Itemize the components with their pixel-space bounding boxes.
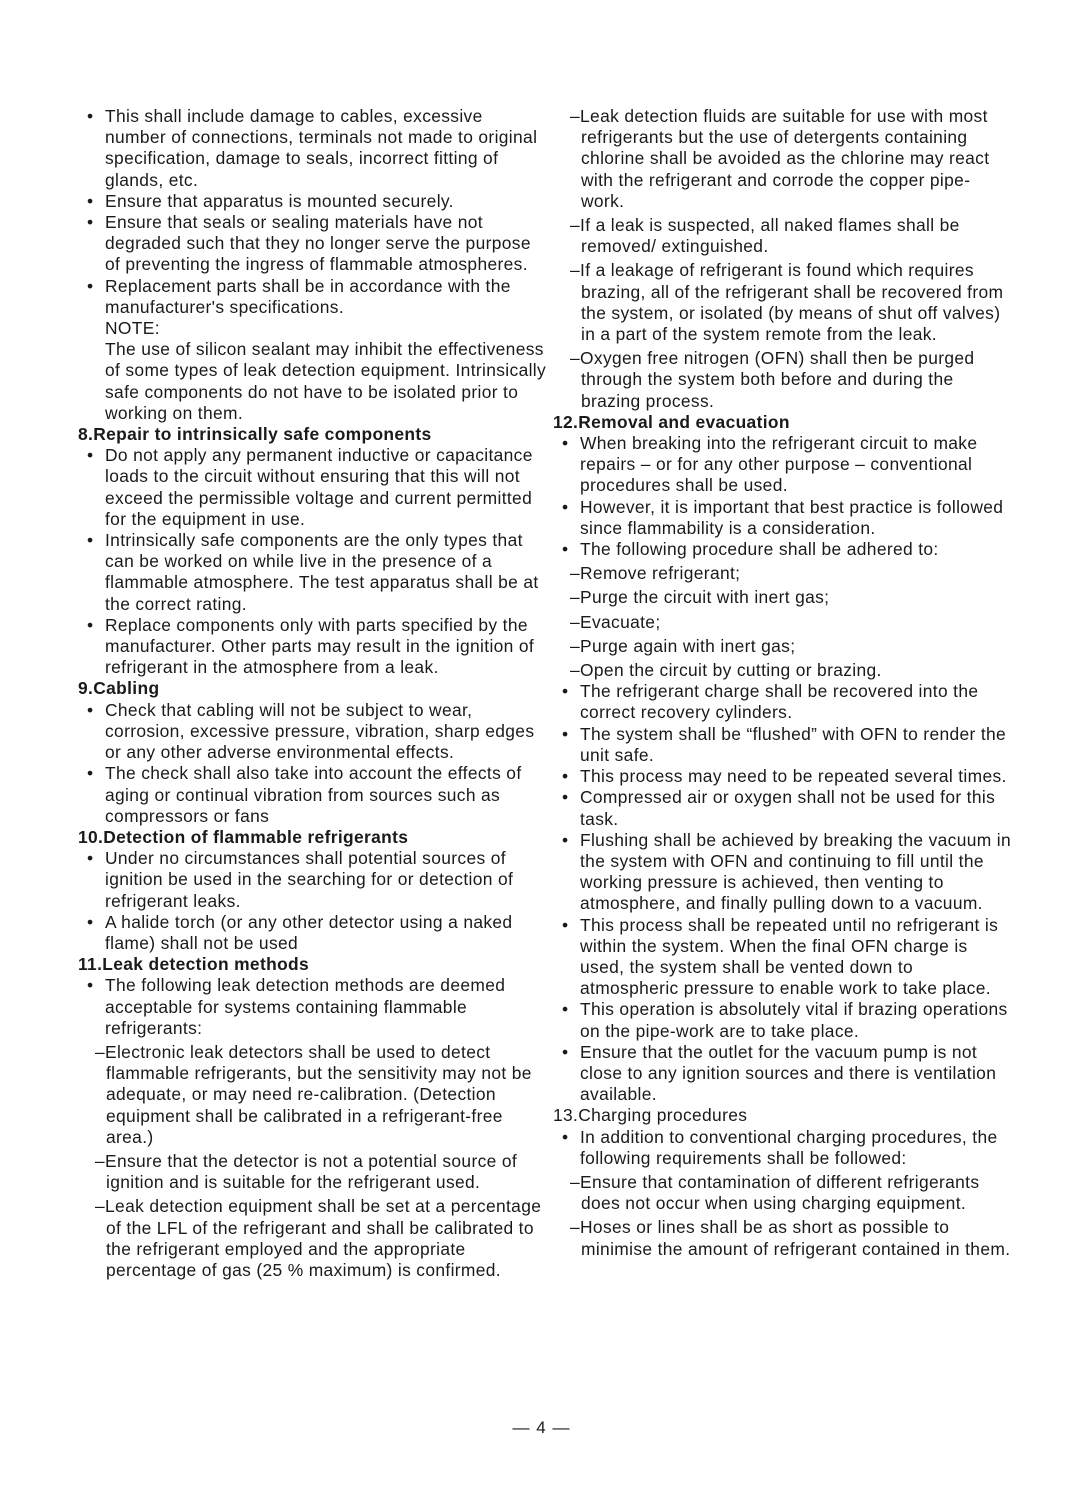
bullet-item: • The system shall be “flushed” with OFN to render the unit safe. [559, 724, 1013, 766]
bullet-item: • The following leak detection methods are deemed acceptable for systems containing flammable refrigerants: [84, 975, 548, 1039]
dash-item: –Evacuate; [570, 611, 661, 632]
note-label: NOTE: [105, 318, 160, 339]
bullet-item: • Intrinsically safe components are the only types that can be worked on while live in the presence of a flammable atmosphere. The test apparatus shall be at the correct rating. [84, 530, 548, 615]
dash-item: –Hoses or lines shall be as short as possible to minimise the amount of refrigerant contained in them. [570, 1217, 1011, 1259]
section-heading-9: 9.Cabling [78, 678, 160, 699]
bullet-item: • The following procedure shall be adhered to: [559, 539, 1013, 560]
bullet-item: • Compressed air or oxygen shall not be used for this task. [559, 787, 1013, 829]
bullet-item: • Ensure that apparatus is mounted securely. [84, 191, 548, 212]
bullet-item: • Do not apply any permanent inductive or capacitance loads to the circuit without ensuring that this will not exceed the permissible voltage and current permitted for the equipment in use. [84, 445, 548, 530]
bullet-item: • Replace components only with parts specified by the manufacturer. Other parts may result in the ignition of refrigerant in the atmosphere from a leak. [84, 615, 548, 679]
bullet-item: • Ensure that the outlet for the vacuum pump is not close to any ignition sources and there is ventilation available. [559, 1042, 1013, 1106]
note-text: The use of silicon sealant may inhibit the effectiveness of some types of leak detection equipment. Intrinsically safe components do not have to be isolated prior to working on them. [105, 339, 547, 423]
left-column [78, 106, 548, 1281]
page-number: — 4 — [512, 1418, 571, 1437]
bullet-item: • However, it is important that best practice is followed since flammability is a consideration. [559, 497, 1013, 539]
section-heading-13: 13.Charging procedures [553, 1105, 748, 1126]
dash-item: –Ensure that the detector is not a potential source of ignition and is suitable for the refrigerant used. [95, 1150, 518, 1193]
dash-item: –Ensure that contamination of different refrigerants does not occur when using charging equipment. [570, 1171, 980, 1214]
bullet-item: • This process may need to be repeated several times. [559, 766, 1013, 787]
dash-item: –If a leakage of refrigerant is found which requires brazing, all of the refrigerant shall be recovered from the system, or isolated (by means of shut off valves) in a part of the system remote from the leak. [570, 260, 1004, 345]
dash-item: –Purge again with inert gas; [570, 635, 796, 656]
dash-item: –Open the circuit by cutting or brazing. [570, 660, 882, 681]
bullet-item: • In addition to conventional charging procedures, the following requirements shall be followed: [559, 1127, 1013, 1169]
section-heading-11: 11.Leak detection methods [78, 954, 310, 975]
bullet-item: • Replacement parts shall be in accordance with the manufacturer's specifications. [84, 276, 548, 318]
bullet-item: • Under no circumstances shall potential sources of ignition be used in the searching for or detection of refrigerant leaks. [84, 848, 548, 912]
bullet-item: • Ensure that seals or sealing materials have not degraded such that they no longer serve the purpose of preventing the ingress of flammable atmospheres. [84, 212, 548, 276]
bullet-item: • A halide torch (or any other detector using a naked flame) shall not be used [84, 912, 548, 954]
bullet-item: • When breaking into the refrigerant circuit to make repairs – or for any other purpose – conventional procedures shall be used. [559, 433, 1013, 497]
bullet-item: • This process shall be repeated until no refrigerant is within the system. When the final OFN charge is used, the system shall be vented down to atmospheric pressure to enable work to take place. [559, 915, 1013, 1000]
section-heading-10: 10.Detection of flammable refrigerants [78, 826, 409, 847]
dash-item: –Electronic leak detectors shall be used to detect flammable refrigerants, but the sensitivity may not be adequate, or may need re-calibration. (Detection equipment shall be calibrated in a refrigerant-free area.) [95, 1041, 532, 1147]
bullet-item: • This shall include damage to cables, excessive number of connections, terminals not made to original specification, damage to seals, incorrect fitting of glands, etc. [84, 106, 548, 191]
section-heading-8: 8.Repair to intrinsically safe components [78, 424, 432, 445]
dash-item: –Purge the circuit with inert gas; [570, 587, 830, 608]
dash-item: –Oxygen free nitrogen (OFN) shall then be purged through the system both before and during the brazing process. [570, 348, 975, 411]
section-heading-12: 12.Removal and evacuation [553, 411, 790, 432]
dash-item: –If a leak is suspected, all naked flames shall be removed/ extinguished. [570, 215, 960, 257]
bullet-item: • Flushing shall be achieved by breaking the vacuum in the system with OFN and continuing to fill until the working pressure is achieved, then venting to atmosphere, and finally pulling down to a vacuum. [559, 830, 1013, 915]
bullet-item: • The refrigerant charge shall be recovered into the correct recovery cylinders. [559, 681, 1013, 723]
dash-item: –Leak detection equipment shall be set at a percentage of the LFL of the refrigerant and shall be calibrated to the refrigerant employed and the appropriate percentage of gas (25 % maximum) is confirmed. [95, 1196, 542, 1280]
dash-item: –Remove refrigerant; [570, 563, 741, 584]
right-column [553, 106, 1013, 1260]
dash-item: –Leak detection fluids are suitable for use with most refrigerants but the use of detergents containing chlorine shall be avoided as the chlorine may react with the refrigerant and corrode the copper pipe-work. [570, 106, 990, 211]
bullet-item: • Check that cabling will not be subject to wear, corrosion, excessive pressure, vibration, sharp edges or any other adverse environmental effects. [84, 700, 548, 764]
bullet-item: • The check shall also take into account the effects of aging or continual vibration from sources such as compressors or fans [84, 763, 548, 827]
bullet-item: • This operation is absolutely vital if brazing operations on the pipe-work are to take place. [559, 999, 1013, 1041]
